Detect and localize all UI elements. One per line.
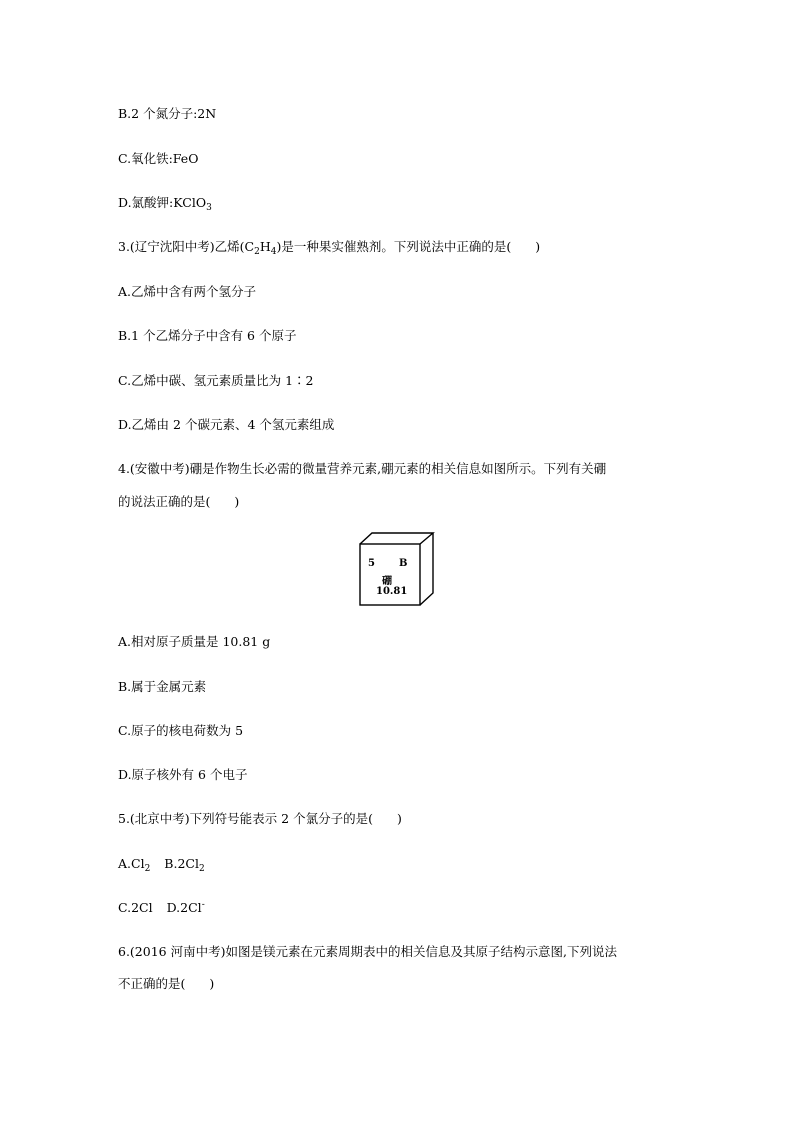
- question-4-option-d: D.原子核外有 6 个电子: [118, 767, 248, 782]
- question-5-stem: 5.(北京中考)下列符号能表示 2 个氯分子的是( ): [118, 811, 402, 826]
- question-4-stem-line2: 的说法正确的是( ): [118, 494, 240, 509]
- question-4-option-b: B.属于金属元素: [118, 679, 207, 694]
- option-b-nitrogen: B.2 个氮分子:2N: [118, 106, 217, 121]
- question-3-option-b: B.1 个乙烯分子中含有 6 个原子: [118, 328, 297, 343]
- question-6-stem-line2: 不正确的是( ): [118, 976, 215, 991]
- option-d-potassium-chlorate: D.氯酸钾:KClO$_3$: [118, 195, 212, 213]
- boron-element-card: [358, 531, 436, 607]
- question-3-option-a: A.乙烯中含有两个氢分子: [118, 284, 257, 299]
- element-symbol: B: [399, 558, 408, 569]
- question-5-options-cd: C.2Cl D.2Cl-: [118, 900, 205, 915]
- atomic-mass: 10.81: [376, 586, 408, 597]
- question-4-option-a: A.相对原子质量是 10.81 g: [118, 634, 271, 649]
- atomic-number: 5: [368, 558, 375, 569]
- question-6-stem-line1: 6.(2016 河南中考)如图是镁元素在元素周期表中的相关信息及其原子结构示意图,下列说法: [118, 944, 617, 959]
- question-3-stem: 3.(辽宁沈阳中考)乙烯$(C_2H_4)$是一种果实催熟剂。下列说法中正确的是( ): [118, 239, 541, 257]
- element-name: 硼: [382, 576, 392, 587]
- question-5-options-ab: $A.Cl_2$ $B.2Cl_2$: [118, 856, 205, 874]
- option-c-iron-oxide: C.氧化铁:FeO: [118, 151, 199, 166]
- question-4-option-c: C.原子的核电荷数为 5: [118, 723, 244, 738]
- question-3-option-d: D.乙烯由 2 个碳元素、4 个氢元素组成: [118, 417, 335, 432]
- question-3-option-c: C.乙烯中碳、氢元素质量比为 1∶2: [118, 373, 314, 388]
- question-4-stem-line1: 4.(安徽中考)硼是作物生长必需的微量营养元素,硼元素的相关信息如图所示。下列有关硼: [118, 461, 607, 476]
